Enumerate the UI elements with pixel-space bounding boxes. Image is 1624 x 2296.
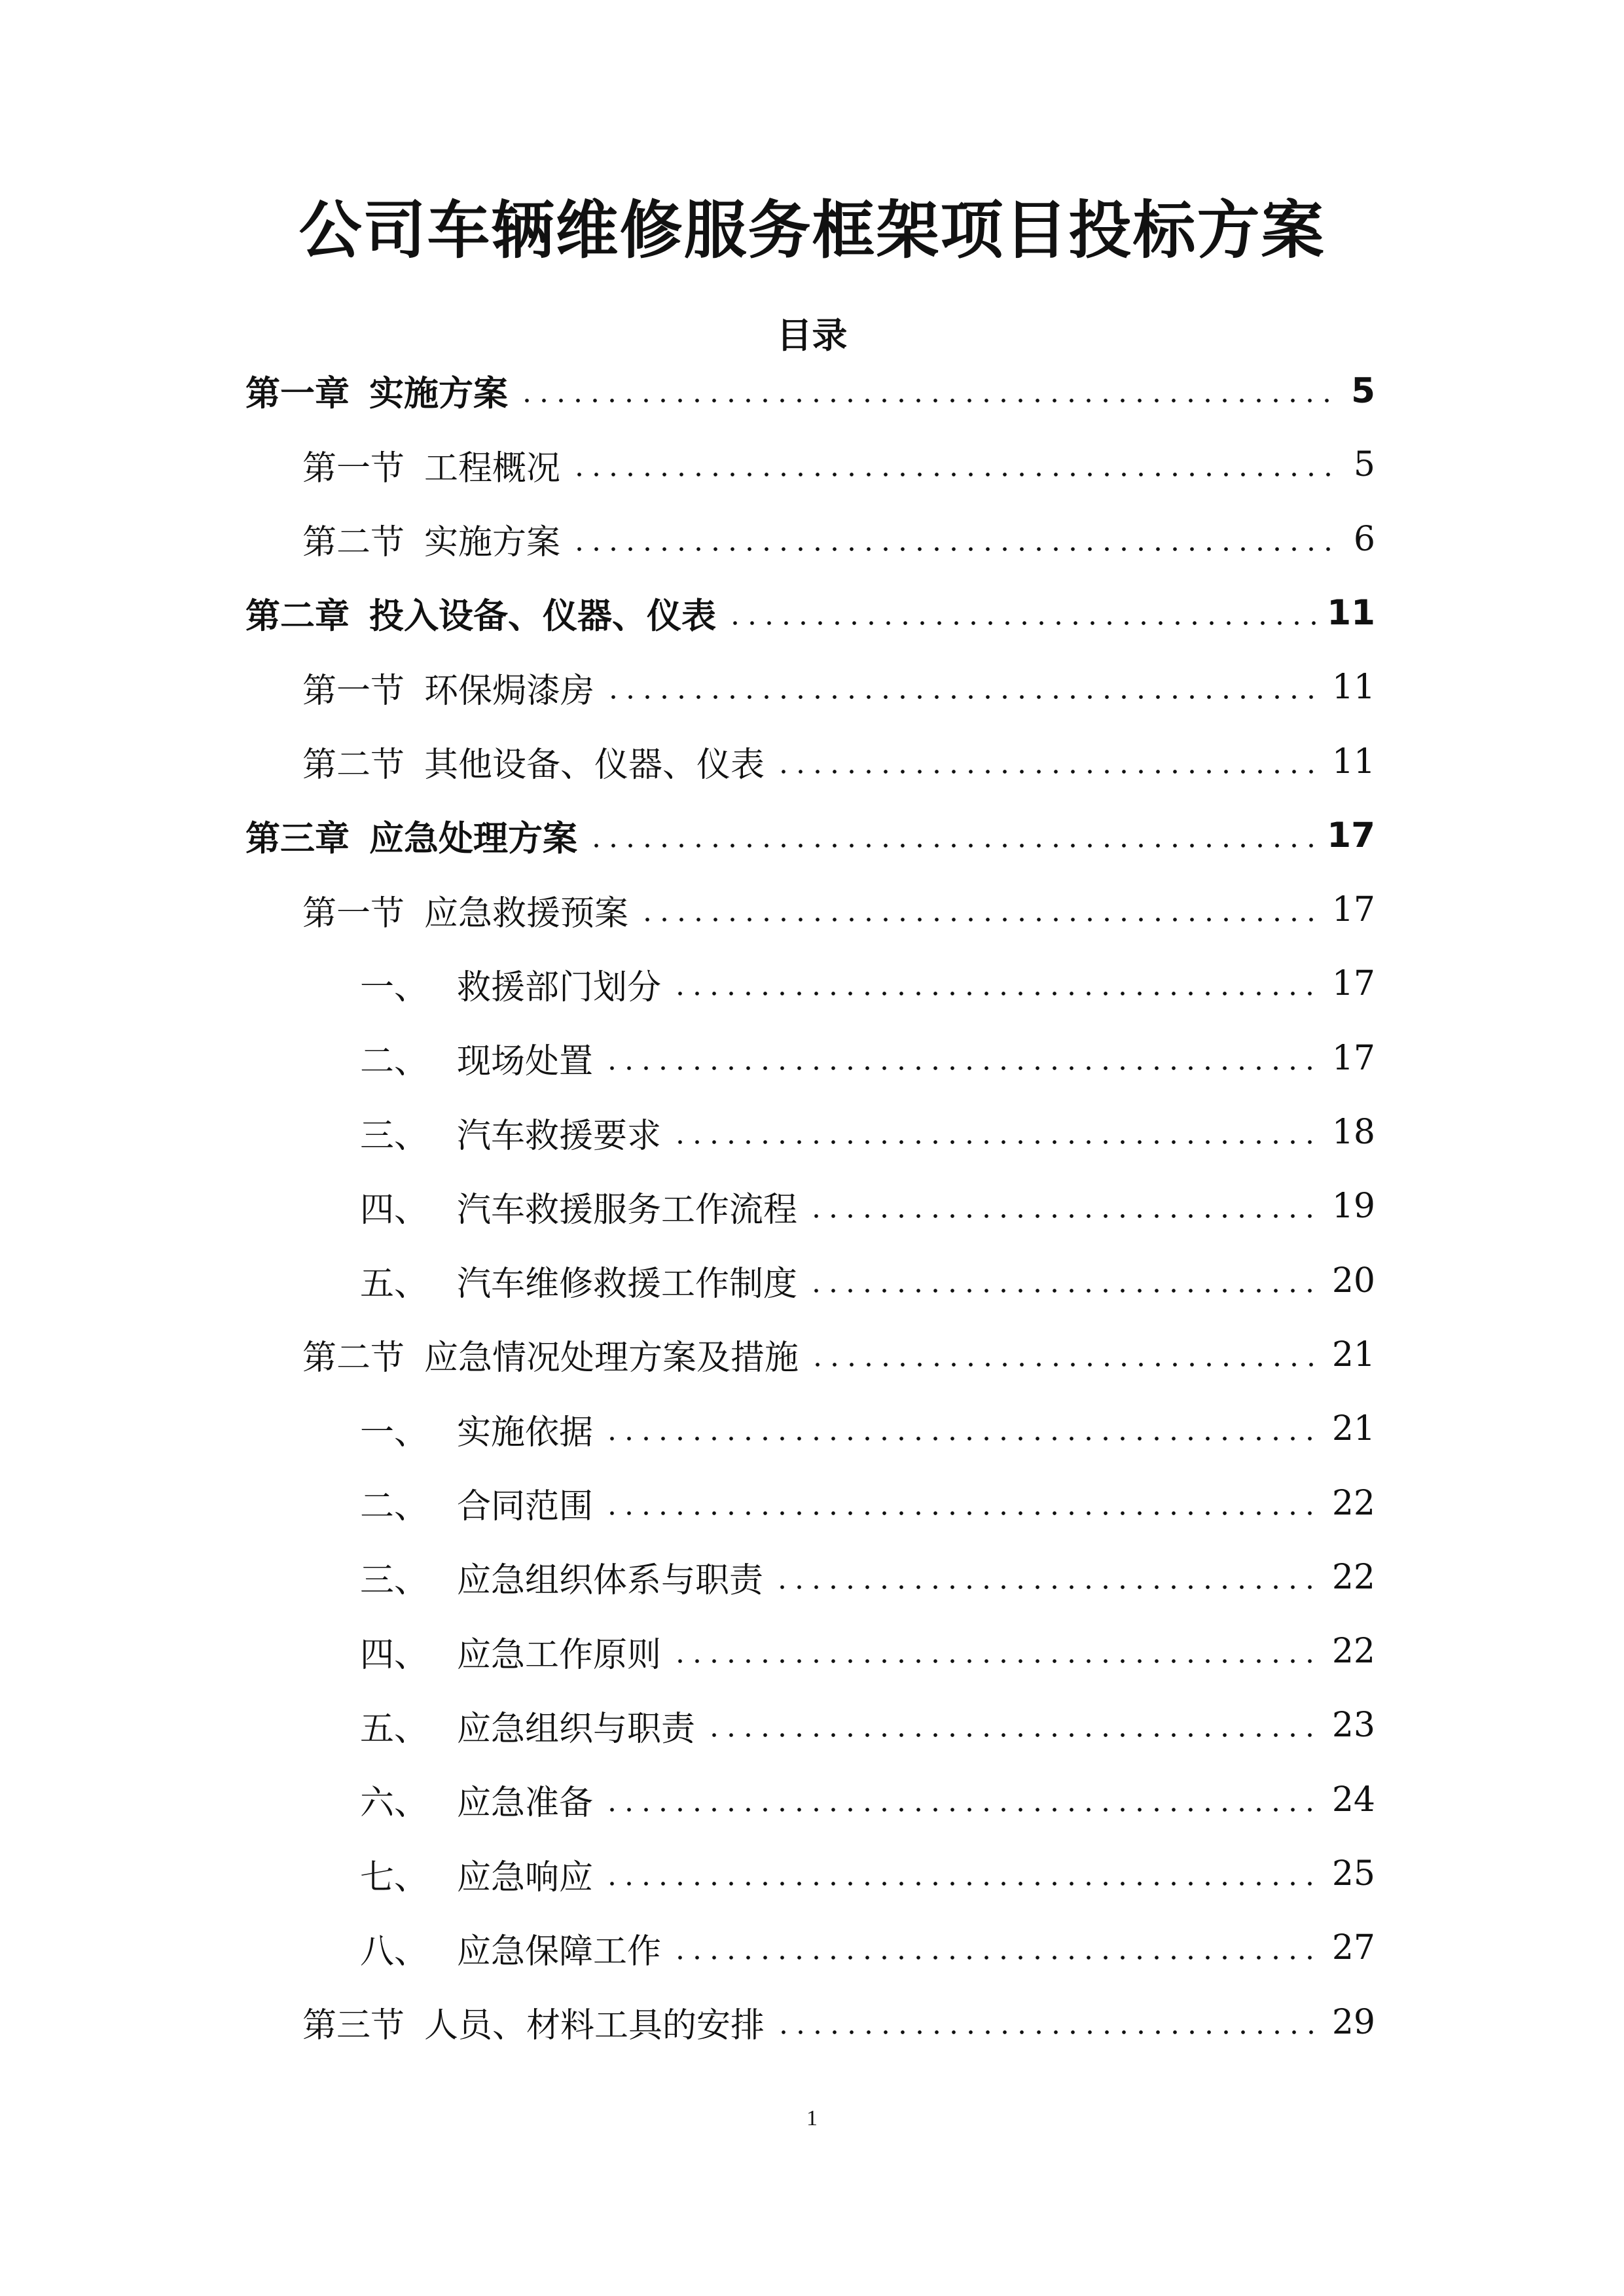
toc-entry-number: 四、 [360,1635,429,1675]
toc-entry-label [302,514,560,564]
toc-entry[interactable] [302,661,1375,713]
toc-entry-page: 27 [1331,1928,1375,1968]
toc-entry-text: 应急组织与职责 [457,1709,696,1749]
toc-entry-label [302,886,628,935]
toc-entry-page: 22 [1331,1557,1375,1597]
toc-entry-page: 22 [1331,1483,1375,1523]
toc-entry-text: 人员、材料工具的安排 [424,2006,765,2046]
toc-entry[interactable] [302,439,1375,491]
toc-dot-leader [774,1584,1322,1590]
toc-dot-leader [639,916,1322,923]
toc-entry-label [245,588,716,638]
toc-entry-text: 其他设备、仪器、仪表 [424,745,765,785]
toc-entry-text: 应急情况处理方案及措施 [424,1338,799,1378]
toc-dot-leader [518,397,1341,404]
toc-entry[interactable] [302,736,1375,788]
toc-entry-number: 七、 [360,1857,429,1897]
toc-entry-number: 一、 [360,1412,429,1452]
toc-dot-leader [706,1732,1322,1738]
toc-entry-page: 11 [1331,668,1375,708]
toc-entry-page: 17 [1331,964,1375,1004]
toc-entry-text: 实施方案 [424,523,561,563]
toc-entry[interactable] [245,810,1375,862]
toc-entry-text: 合同范围 [457,1487,594,1526]
toc-entry-number: 三、 [360,1561,429,1601]
toc-entry-number: 二、 [360,1487,429,1526]
toc-entry-label [245,366,508,416]
toc-entry-text: 实施方案 [369,374,508,414]
toc-entry-label [302,663,594,712]
toc-entry-page: 22 [1331,1632,1375,1672]
page-number: 1 [806,2106,818,2130]
toc-entry-label [360,1701,695,1750]
toc-entry-page: 17 [1331,1038,1375,1078]
toc-entry[interactable] [302,884,1375,936]
toc-entry[interactable] [360,1255,1375,1307]
toc-entry-text: 应急保障工作 [457,1931,662,1971]
toc-entry[interactable] [302,513,1375,565]
toc-entry[interactable] [360,1551,1375,1604]
toc-entry-number: 第二章 [245,596,350,636]
toc-entry-page: 17 [1327,816,1375,856]
toc-entry[interactable] [302,1329,1375,1381]
toc-entry-number: 第二节 [302,523,405,563]
toc-dot-leader [604,1435,1322,1442]
toc-entry-label [360,1182,797,1231]
toc-entry-number: 四、 [360,1190,429,1230]
toc-entry[interactable] [360,958,1375,1010]
toc-entry-text: 救援部门划分 [457,967,662,1007]
toc-entry-page: 25 [1331,1854,1375,1893]
toc-entry-page: 19 [1331,1187,1375,1227]
toc-entry-page: 11 [1327,593,1375,634]
toc-entry-number: 五、 [360,1709,429,1749]
toc-entry-label [360,1256,797,1305]
toc-entry-label [360,1775,593,1824]
toc-entry-label [302,1330,799,1379]
toc-entry-page: 20 [1331,1261,1375,1300]
toc-entry-text: 工程概况 [424,448,561,488]
toc-dot-leader [809,1361,1322,1368]
toc-entry[interactable] [360,1403,1375,1455]
toc-entry-text: 应急组织体系与职责 [457,1561,764,1601]
toc-entry-label [360,1552,763,1602]
toc-dot-leader [605,694,1322,700]
toc-entry-label [360,1924,661,1973]
toc-entry-label [302,440,560,490]
toc-entry-label [360,960,661,1009]
toc-entry-page: 29 [1331,2002,1375,2042]
toc-entry-number: 第一节 [302,448,405,488]
toc-entry-label [360,1405,593,1454]
toc-entry-text: 应急准备 [457,1784,594,1823]
toc-dot-leader [672,1658,1322,1664]
toc-entry[interactable] [360,1180,1375,1232]
toc-entry-text: 应急救援预案 [424,893,629,933]
toc-entry-number: 五、 [360,1265,429,1304]
toc-entry[interactable] [245,587,1375,639]
toc-dot-leader [672,990,1322,997]
toc-entry-page: 21 [1331,1335,1375,1374]
toc-entry[interactable] [360,1848,1375,1900]
toc-entry-label [245,811,577,861]
toc-entry-label [360,1108,661,1157]
toc-entry-number: 八、 [360,1931,429,1971]
toc-entry-page: 21 [1331,1409,1375,1449]
toc-dot-leader [672,1139,1322,1145]
toc-entry-text: 汽车维修救援工作制度 [457,1265,798,1304]
toc-entry-number: 第一节 [302,893,405,933]
toc-entry-label [302,737,765,786]
toc-entry-page: 5 [1351,370,1375,411]
toc-entry[interactable] [360,1625,1375,1677]
toc-entry-text: 应急工作原则 [457,1635,662,1675]
toc-entry[interactable] [360,1032,1375,1085]
toc-entry-number: 第二节 [302,745,405,785]
toc-entry-text: 应急响应 [457,1857,594,1897]
toc-entry-number: 第一章 [245,374,350,414]
toc-entry-number: 第二节 [302,1338,405,1378]
toc-entry-page: 17 [1331,890,1375,930]
toc-entry[interactable] [360,1477,1375,1530]
toc-entry[interactable] [360,1774,1375,1826]
toc-entry-page: 18 [1331,1113,1375,1152]
toc-entry-label [360,1479,593,1528]
toc-entry-text: 实施依据 [457,1412,594,1452]
toc-entry[interactable] [360,1922,1375,1974]
toc-dot-leader [808,1287,1322,1294]
toc-dot-leader [571,471,1343,478]
toc-dot-leader [588,842,1316,849]
toc-entry-text: 投入设备、仪器、仪表 [369,596,716,636]
toc-entry-number: 三、 [360,1116,429,1156]
toc-entry-page: 11 [1331,742,1375,781]
toc-dot-leader [775,2029,1322,2036]
toc-entry-number: 二、 [360,1042,429,1082]
toc-dot-leader [571,546,1343,552]
toc-entry-text: 现场处置 [457,1042,594,1082]
toc-entry-text: 应急处理方案 [369,818,577,859]
toc-entry[interactable] [360,1699,1375,1751]
toc-entry-number: 第三章 [245,818,350,859]
toc-entry-number: 一、 [360,967,429,1007]
toc-entry-text: 汽车救援要求 [457,1116,662,1156]
toc-entry-number: 第三节 [302,2006,405,2046]
toc-entry-page: 5 [1353,445,1375,485]
toc-entry-label [302,1998,765,2047]
toc-dot-leader [604,1065,1322,1071]
toc-entry-page: 23 [1331,1706,1375,1746]
toc-entry-page: 24 [1331,1780,1375,1820]
toc-dot-leader [604,1880,1322,1887]
toc-dot-leader [775,768,1322,775]
toc-entry[interactable] [360,1106,1375,1158]
toc-entry[interactable] [302,1996,1375,2049]
toc-dot-leader [727,620,1316,626]
toc-entry-number: 第一节 [302,671,405,711]
toc-entry[interactable] [245,365,1375,417]
toc-dot-leader [808,1213,1322,1219]
toc-entry-number: 六、 [360,1784,429,1823]
toc-dot-leader [604,1510,1322,1516]
toc-entry-text: 汽车救援服务工作流程 [457,1190,798,1230]
document-title: 公司车辆维修服务框架项目投标方案 [298,194,1326,267]
toc-entry-label [360,1033,593,1083]
toc-entry-label [360,1850,593,1899]
toc-heading: 目录 [776,315,848,356]
toc-dot-leader [604,1806,1322,1813]
toc-entry-text: 环保焗漆房 [424,671,595,711]
toc-entry-label [360,1627,661,1676]
toc-dot-leader [672,1954,1322,1961]
toc-entry-page: 6 [1353,519,1375,559]
